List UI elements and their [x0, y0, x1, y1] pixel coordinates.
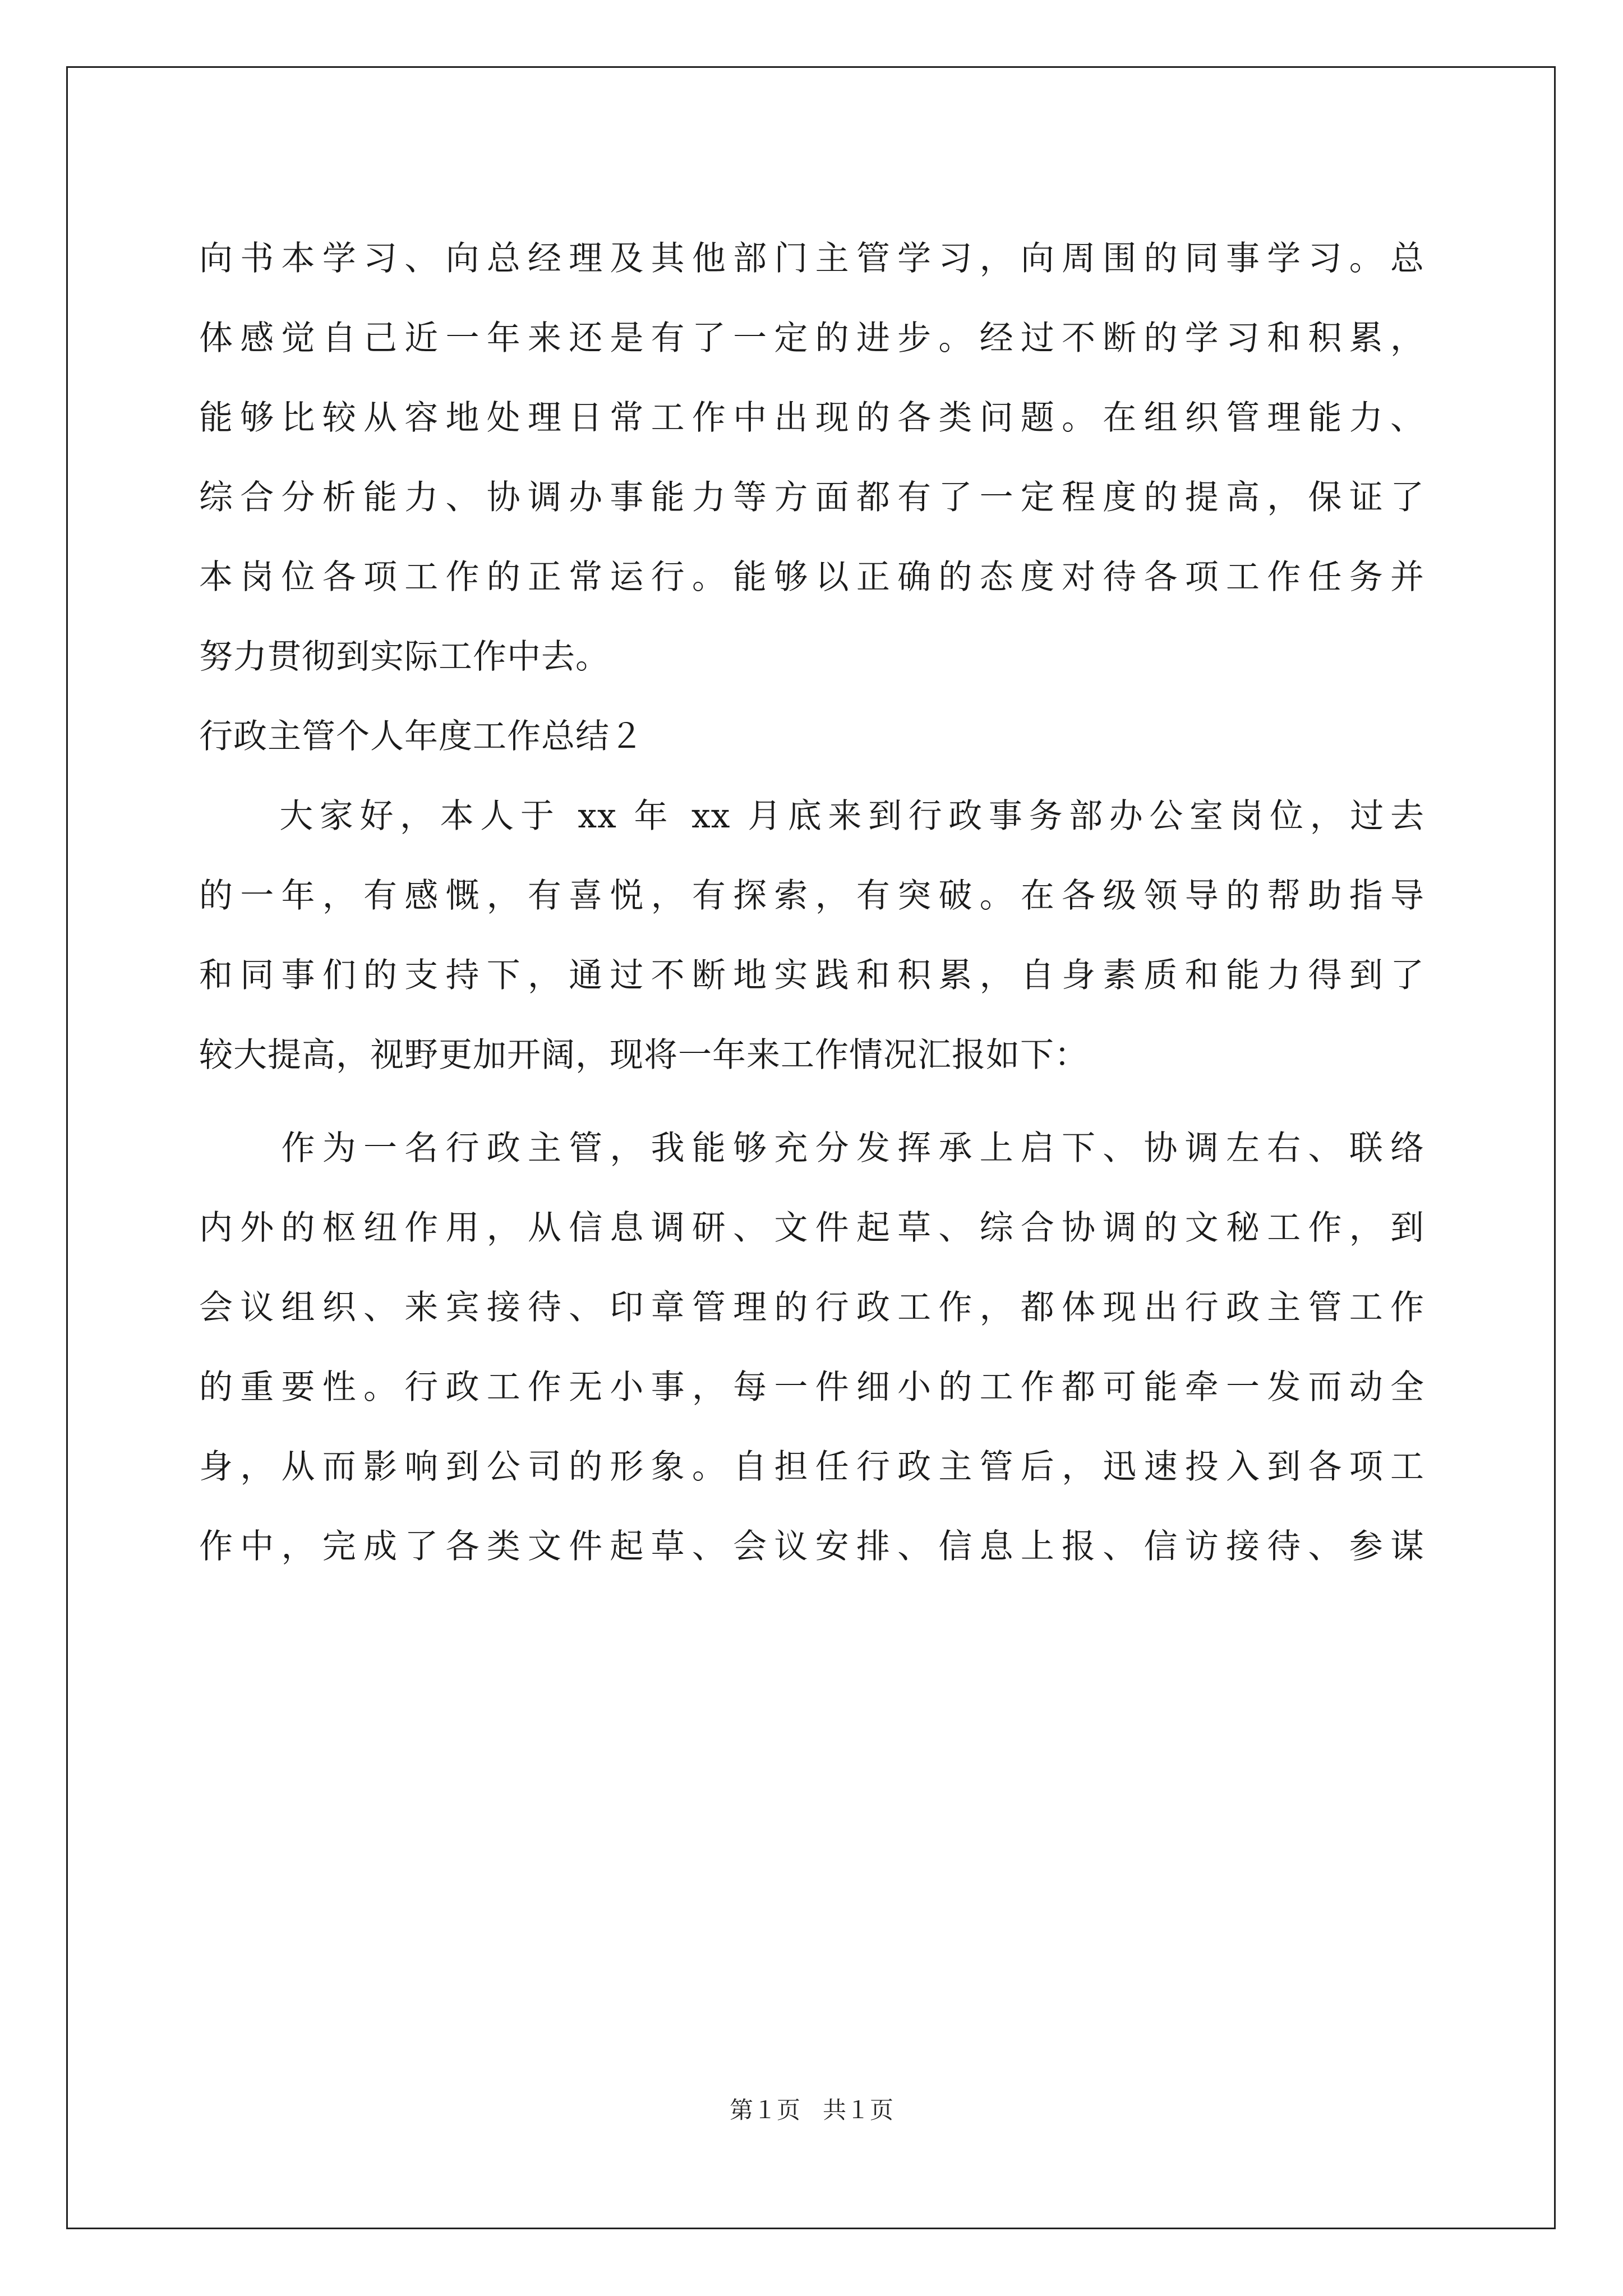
paragraph-line: 能够比较从容地处理日常工作中出现的各类问题。在组织管理能力、: [199, 398, 1424, 438]
paragraph-line: 体感觉自己近一年来还是有了一定的进步。经过不断的学习和积累，: [199, 319, 1424, 358]
paragraph-line: 会议组织、来宾接待、印章管理的行政工作，都体现出行政主管工作: [199, 1288, 1424, 1327]
paragraph-line: 的重要性。行政工作无小事，每一件细小的工作都可能牵一发而动全: [199, 1368, 1424, 1407]
paragraph-line: 向书本学习、向总经理及其他部门主管学习，向周围的同事学习。总: [199, 239, 1424, 278]
paragraph-line: 综合分析能力、协调办事能力等方面都有了一定程度的提高，保证了: [199, 478, 1424, 517]
page-number: 第１页: [729, 2096, 800, 2124]
paragraph-line: 较大提高，视野更加开阔，现将一年来工作情况汇报如下：: [199, 1036, 1089, 1075]
paragraph-line: 努力贯彻到实际工作中去。: [199, 637, 610, 677]
paragraph-line: 作中，完成了各类文件起草、会议安排、信息上报、信访接待、参谋: [199, 1527, 1424, 1566]
paragraph-3: [199, 1108, 1424, 1586]
paragraph-line: 大家好，本人于 xx 年 xx 月底来到行政事务部办公室岗位，过去: [199, 797, 1424, 836]
page-total: 共１页: [823, 2096, 894, 2124]
document-body: [199, 219, 1424, 1586]
paragraph-1: [199, 219, 1424, 697]
section-title: 行政主管个人年度工作总结２: [199, 717, 644, 756]
paragraph-line: 内外的枢纽作用，从信息调研、文件起草、综合协调的文秘工作，到: [199, 1208, 1424, 1248]
paragraph-2: [199, 776, 1424, 1095]
paragraph-line: 本岗位各项工作的正常运行。能够以正确的态度对待各项工作任务并: [199, 558, 1424, 597]
paragraph-line: 身，从而影响到公司的形象。自担任行政主管后，迅速投入到各项工: [199, 1447, 1424, 1487]
page-footer: [0, 2093, 1623, 2127]
paragraph-line: 的一年，有感慨，有喜悦，有探索，有突破。在各级领导的帮助指导: [199, 876, 1424, 915]
paragraph-line: 作为一名行政主管，我能够充分发挥承上启下、协调左右、联络: [199, 1129, 1424, 1168]
paragraph-gap: [199, 1095, 1424, 1108]
paragraph-line: 和同事们的支持下，通过不断地实践和积累，自身素质和能力得到了: [199, 956, 1424, 995]
